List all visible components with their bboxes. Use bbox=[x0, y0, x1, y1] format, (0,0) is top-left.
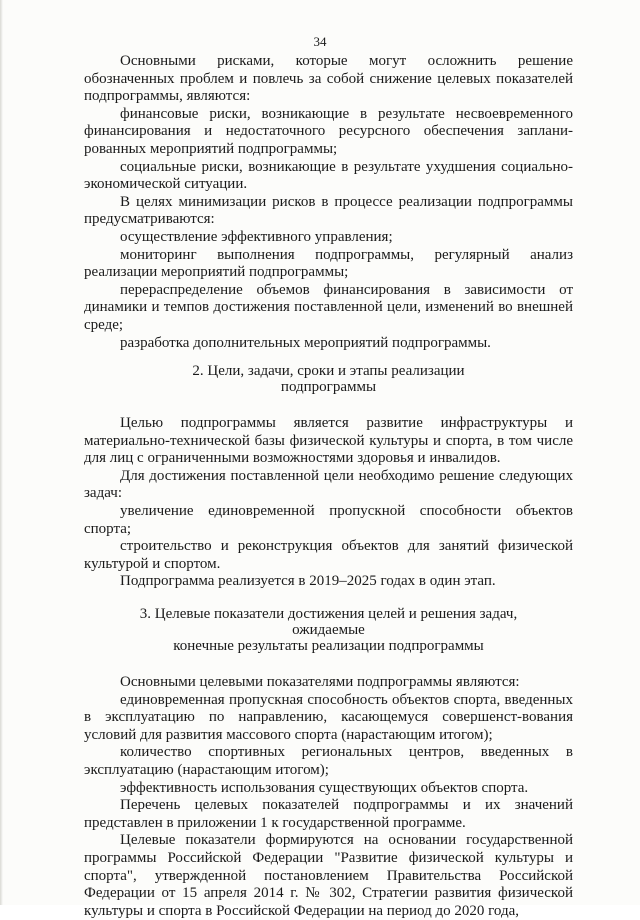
intro-paragraph: мониторинг выполнения подпрограммы, регулярный анализ реализации мероприятий подпрограммы; bbox=[84, 246, 573, 281]
section-3-paragraph: Перечень целевых показателей подпрограммы и их значений представлен в приложении 1 к государственной программе. bbox=[84, 797, 573, 831]
section-3-paragraph: единовременная пропускная способность объектов спорта, введенных в эксплуатацию по направлению, касающемуся совершенст-вования условий для развития массового спорта (нарастающим итогом); bbox=[84, 691, 573, 743]
section-2-paragraph: увеличение единовременной пропускной способности объектов спорта; bbox=[84, 503, 573, 537]
section-3-heading-line-1: 3. Целевые показатели достижения целей и решения задач, ожидаемые bbox=[139, 606, 518, 639]
section-2-heading-line-2: подпрограммы bbox=[280, 379, 377, 396]
section-3-heading bbox=[84, 606, 573, 654]
intro-paragraph: разработка дополнительных мероприятий подпрограммы. bbox=[120, 334, 491, 351]
scan-edge bbox=[0, 0, 3, 905]
intro-paragraph: осуществление эффективного управления; bbox=[120, 228, 393, 245]
intro-paragraph: финансовые риски, возникающие в результате несвоевременного финансирования и недостаточного ресурсного обеспечения заплани-рованных мероприятий подпрограммы; bbox=[84, 105, 573, 157]
section-3-paragraph: Целевые показатели формируются на основании государственной программы Российской Федерации "Развитие физической культуры и спорта", утвержденной постановлением Правительства Российской Федерации от 15 апреля 2014 г. № 302, Стратегии развития физической культуры и спорта в Российской Федерации на период до 2020 года, bbox=[84, 832, 573, 919]
section-3-paragraph: количество спортивных региональных центров, введенных в эксплуатацию (нарастающим итогом); bbox=[84, 744, 573, 778]
section-3-paragraph: эффективность использования существующих объектов спорта. bbox=[120, 779, 529, 796]
section-3-paragraph: Основными целевыми показателями подпрограммы являются: bbox=[120, 674, 520, 691]
intro-paragraph: В целях минимизации рисков в процессе реализации подпрограммы предусматриваются: bbox=[84, 193, 573, 228]
section-2-heading-line-1: 2. Цели, задачи, сроки и этапы реализации bbox=[192, 363, 465, 380]
section-2-heading bbox=[84, 363, 573, 395]
intro-paragraph: социальные риски, возникающие в результате ухудшения социально-экономической ситуации. bbox=[84, 158, 573, 193]
page-number: 34 bbox=[313, 34, 327, 49]
intro-paragraph: Основными рисками, которые могут осложнить решение обозначенных проблем и повлечь за собой снижение целевых показателей подпрограммы, являются: bbox=[84, 53, 573, 105]
section-3-heading-line-2: конечные результаты реализации подпрограммы bbox=[173, 638, 484, 655]
section-2-paragraph: строительство и реконструкция объектов для занятий физической культурой и спортом. bbox=[84, 538, 573, 572]
intro-paragraph: перераспределение объемов финансирования в зависимости от динамики и темпов достижения поставленной цели, изменений во внешней среде; bbox=[84, 281, 573, 333]
document-body bbox=[84, 53, 573, 920]
section-2-paragraph: Целью подпрограммы является развитие инфраструктуры и материально-технической базы физической культуры и спорта, в том числе для лиц с ограниченными возможностями здоровья и инвалидов. bbox=[84, 415, 573, 467]
section-2-paragraph: Подпрограмма реализуется в 2019–2025 годах в один этап. bbox=[120, 573, 496, 590]
section-2-paragraph: Для достижения поставленной цели необходимо решение следующих задач: bbox=[84, 467, 573, 502]
